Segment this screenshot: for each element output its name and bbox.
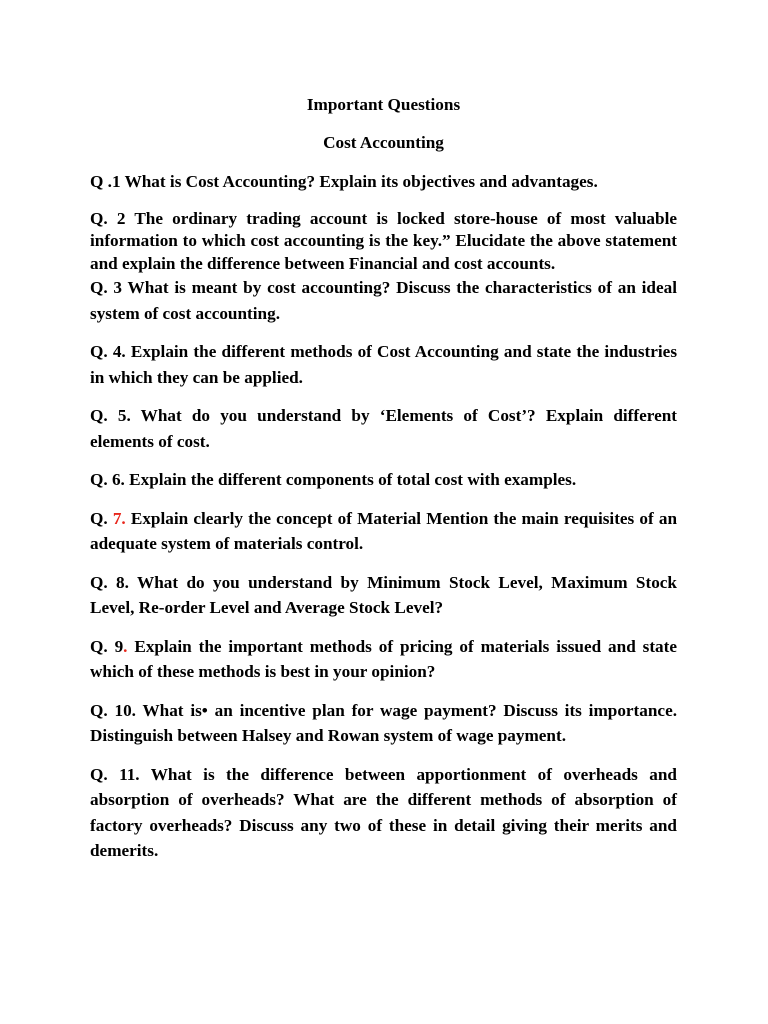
question-number: Q. 2 [90,208,126,228]
document-subject: Cost Accounting [323,132,444,152]
question-text: Explain the different components of total cost with examples. [129,470,577,489]
question-11 [90,762,677,864]
question-text: What do you understand by ‘Elements of Cost’? Explain different elements of cost. [90,406,677,451]
document-title: Important Questions [306,95,461,114]
question-8 [90,570,677,621]
question-text: Explain the important methods of pricing of materials issued and state which of these methods is best in your opinion? [90,636,678,681]
question-1 [90,169,677,195]
question-number-highlight: . [123,636,128,656]
question-3 [90,275,677,326]
question-text: Explain clearly the concept of Material Mention the main requisites of an adequate system of materials control. [90,508,678,553]
question-number: Q. 8. [90,572,129,592]
question-10 [90,698,677,749]
question-text: What is meant by cost accounting? Discuss the characteristics of an ideal system of cost accounting. [90,278,677,323]
question-number: Q. 5. [90,406,131,425]
question-text: What is the difference between apportionment of overheads and absorption of overheads? What are the different methods of absorption of factory overheads? Discuss any two of these in detail giving their merits and demerits. [90,764,677,860]
question-number-prefix: Q. [90,508,108,528]
question-text: What do you understand by Minimum Stock Level, Maximum Stock Level, Re-order Level and Average Stock Level? [90,572,677,617]
question-4 [90,339,677,390]
question-7 [90,506,677,557]
question-number-highlight: 7. [112,508,126,528]
question-number: Q. 6. [90,470,125,489]
question-number: Q. 4. [90,342,126,361]
question-number: Q .1 [90,172,121,191]
question-9 [90,634,677,685]
question-number-prefix: Q. [90,636,108,656]
question-number: Q. 11. [90,764,140,784]
question-text: What is Cost Accounting? Explain its objectives and advantages. [124,172,598,191]
question-number: Q. 10. [90,700,136,720]
question-text: Explain the different methods of Cost Accounting and state the industries in which they can be applied. [90,342,678,387]
question-text: What is• an incentive plan for wage payment? Discuss its importance. Distinguish between Halsey and Rowan system of wage payment. [90,700,677,745]
document-page [90,92,677,877]
question-2 [90,208,677,276]
question-text: The ordinary trading account is locked store-house of most valuable information to which cost accounting is the key.” Elucidate the above statement and explain the difference between Financial and cost accounts. [90,208,677,273]
question-number: 9 [114,636,124,656]
question-6 [90,467,677,493]
question-5 [90,403,677,454]
question-number: Q. 3 [90,278,123,297]
